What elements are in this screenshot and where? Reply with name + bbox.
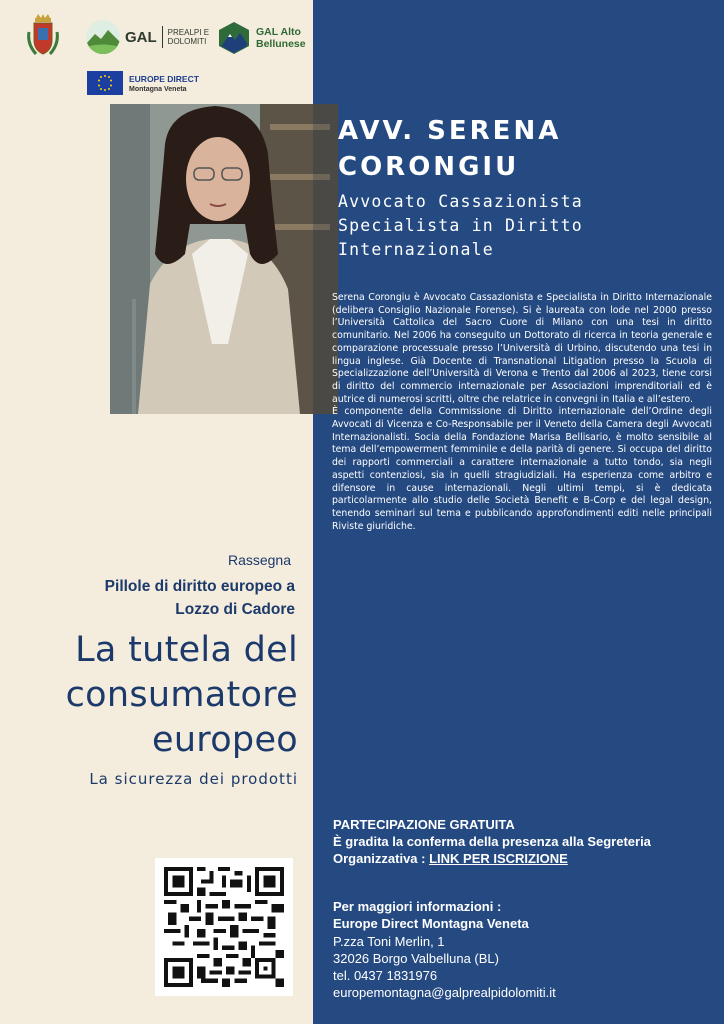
contact-info [333,898,713,1002]
gal-label: GAL [125,28,157,46]
gal-sub-line2: DOLOMITI [167,37,207,46]
hexagon-mountain-icon [217,21,251,55]
gal-sub-line1: PREALPI E [167,28,210,37]
gal-alto-bellunese-logo [217,21,306,55]
speaker-name-line2: CORONGIU [338,152,520,182]
event-title-line2: consumatore [65,675,298,715]
registration-link[interactable]: LINK PER ISCRIZIONE [429,851,568,866]
gal-alto-line2: Bellunese [256,38,306,50]
gal-alto-line1: GAL Alto [256,26,301,38]
participation-line2 [333,850,713,867]
eu-flag-icon [87,71,123,95]
qr-code-icon [164,867,284,987]
series-title-line2: Lozzo di Cadore [175,601,295,618]
speaker-name-line1: AVV. SERENA [338,116,562,146]
participation-heading: PARTECIPAZIONE GRATUITA [333,817,515,832]
gal-prealpi-dolomiti-logo [86,20,209,54]
contact-phone: tel. 0437 1831976 [333,968,438,984]
comune-coat-of-arms-logo [26,14,60,60]
participation-line2-prefix: Organizzativa : [333,851,430,866]
bio-paragraph-1: Serena Corongiu è Avvocato Cassazionista e Specialista in Diritto Internazionale (delibera Consiglio Nazionale Forense). Si è laureata con lode nel 2000 presso l’Università Cattolica del Sacro Cuore di Milano con una tesi in diritto comunitario. Nel 2006 ha conseguito un Dottorato di ricerca in teoria generale e comparazione processuale presso l’Università di Urbino, discutendo una tesi in lingua inglese. Già Docente di Transnational Litigation presso la Scuola di Specializzazione dell’Università di Verona e Trento dal 2006 al 2023, tiene corsi di diritto del commercio internazionale per Associazioni imprenditoriali ed è autrice di numerosi scritti, oltre che relatrice in convegni in Italia e all’estero. [332,292,712,405]
europe-direct-logo [87,71,199,95]
mountain-icon [86,20,120,54]
series-title [60,575,295,621]
speaker-photo [110,104,338,414]
contact-address-line1: P.zza Toni Merlin, 1 [333,933,445,949]
event-title-line3: europeo [151,720,298,760]
gal-prealpi-sub [168,28,209,46]
bio-paragraph-2: È componente della Commissione di Diritto internazionale dell’Ordine degli Avvocati di Vicenza e Co-Responsabile per il Veneto della Camera degli Avvocati Internazionalisti. Socia della Fondazione Marisa Bellisario, è molto sensibile al tema dell’empowerment femminile e della parità di genere. Si occupa del diritto dei rapporti commerciali a carattere internazionale a tutto tondo, sia negli aspetti contenziosi, sia in quelli stragiudiziali. Ha esperienza come arbitro e difensore in cause internazionali. Negli ultimi tempi, si è dedicata particolarmente allo studio delle Società Benefit e B-Corp e del legal design, tenendo seminari sul tema e pubblicando approfondimenti editi nelle principali Riviste giuridiche. [332,406,712,532]
speaker-role [338,190,698,262]
europe-direct-title: EUROPE DIRECT [129,73,199,84]
europe-direct-subtitle: Montagna Veneta [129,85,187,93]
participation-info [333,816,713,867]
contact-heading: Per maggiori informazioni : [333,899,502,914]
logo-divider [162,26,163,48]
participation-line1: È gradita la conferma della presenza alla Segreteria [333,834,651,849]
speaker-bio [332,292,712,533]
speaker-role-line1: Avvocato Cassazionista [338,192,583,211]
event-title [20,628,298,763]
rassegna-label: Rassegna [227,552,291,568]
contact-address-line2: 32026 Borgo Valbelluna (BL) [333,950,499,966]
contact-email[interactable]: europemontagna@galprealpidolomiti.it [333,985,556,1001]
speaker-name [338,113,708,185]
series-title-line1: Pillole di diritto europeo a [104,578,295,595]
event-title-line1: La tutela del [75,630,298,670]
speaker-role-line3: Internazionale [338,240,494,259]
registration-qr-code[interactable] [155,858,293,996]
event-subtitle: La sicurezza dei prodotti [89,770,298,788]
contact-org: Europe Direct Montagna Veneta [333,916,529,932]
speaker-role-line2: Specialista in Diritto [338,216,583,235]
